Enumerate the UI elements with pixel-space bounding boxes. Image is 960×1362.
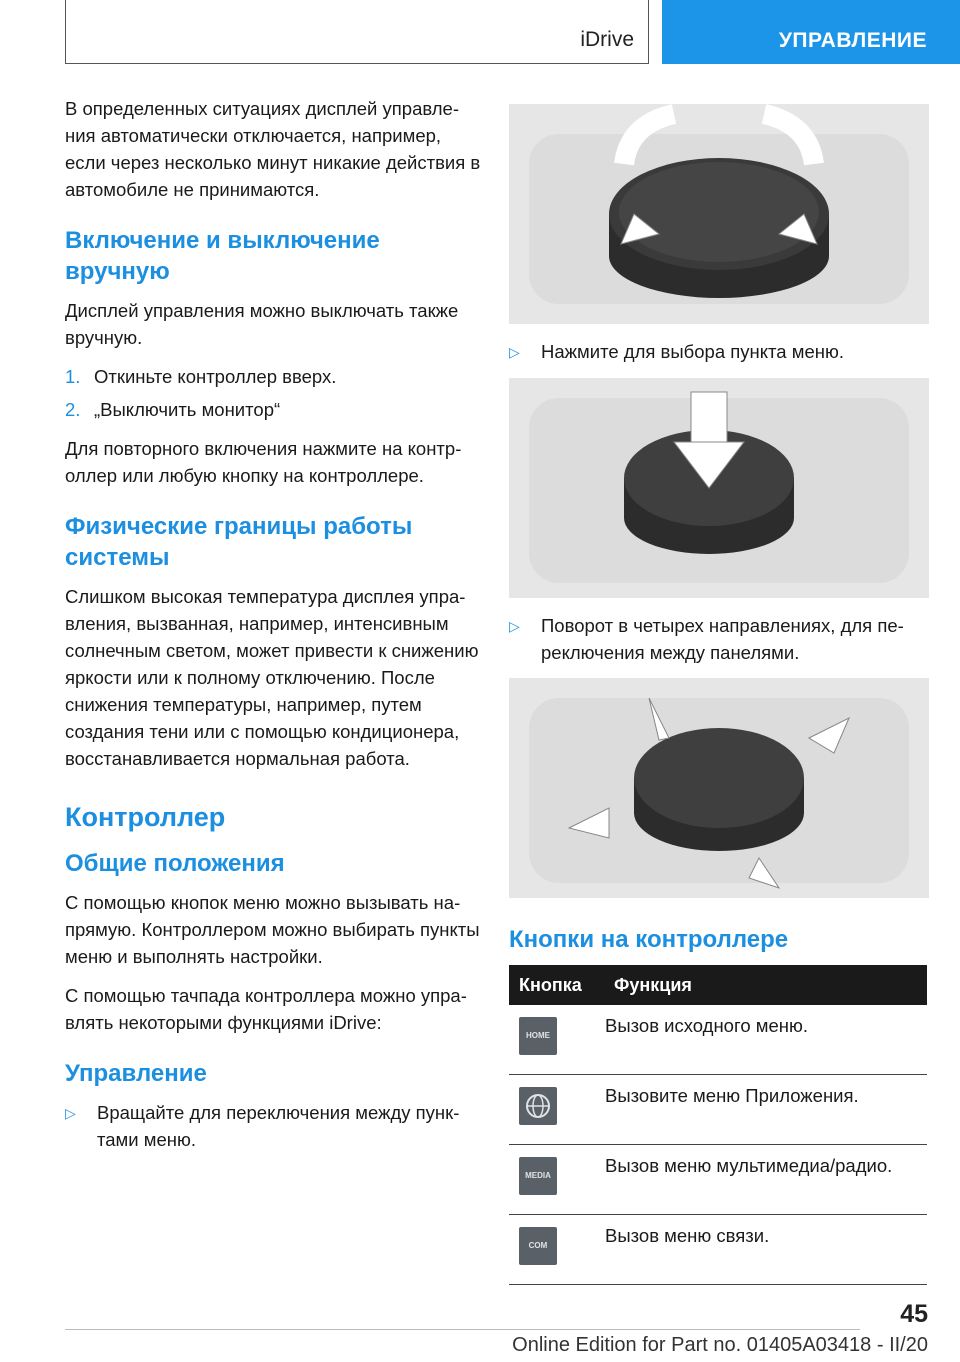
table-row: [509, 1075, 927, 1145]
apps-globe-icon: [519, 1087, 557, 1125]
intro-paragraph: В определенных ситуациях дисплей управления автоматически отключается, например, если через несколько минут никакие действия в автомобиле не принимаются.: [65, 98, 481, 200]
heading-control: Управление: [65, 1060, 207, 1087]
general-paragraph-2: С помощью тачпада контроллера можно управлять некоторыми функциями iDrive:: [65, 985, 467, 1033]
heading-manual: Включение и выключение вручную: [65, 227, 380, 285]
step-text: „Выключить монитор“: [94, 399, 281, 420]
bullet-rotate: [65, 1099, 483, 1153]
right-column: [509, 104, 929, 1285]
step-number: 2.: [65, 399, 81, 420]
bullet-text: Поворот в четырех направлениях, для переключения между панелями.: [541, 615, 904, 663]
table-cell-function: Вызовите меню Приложения.: [604, 1075, 927, 1145]
controller-press-illustration: [509, 378, 929, 598]
step-item: [65, 363, 483, 390]
controller-tilt-illustration: [509, 678, 929, 898]
header-left-box: [65, 0, 649, 64]
limits-paragraph: Слишком высокая температура дисплея управления, вызванная, например, интенсивным солнечным светом, может привести к снижению яркости или к полному отключению. После снижения температуры, например, путем создания тени или с помощью кондиционера, восстанавливается нормальная работа.: [65, 586, 479, 769]
heading-buttons: Кнопки на контроллере: [509, 926, 789, 953]
table-row: [509, 1145, 927, 1215]
step-item: [65, 396, 483, 423]
table-row: [509, 1005, 927, 1075]
triangle-bullet-icon: ▷: [509, 344, 520, 360]
table-cell-function: Вызов меню связи.: [604, 1215, 927, 1285]
bullet-press: [509, 338, 929, 366]
general-paragraph-1: С помощью кнопок меню можно вызывать напрямую. Контроллером можно выбирать пункты меню и выполнять настройки.: [65, 892, 480, 967]
bullet-text: Нажмите для выбора пункта меню.: [541, 341, 844, 362]
triangle-bullet-icon: ▷: [65, 1105, 76, 1121]
header-section-label: iDrive: [580, 28, 634, 51]
media-button-icon: MEDIA: [519, 1157, 557, 1195]
step-number: 1.: [65, 366, 81, 387]
home-button-icon: HOME: [519, 1017, 557, 1055]
bullet-tilt: [509, 612, 929, 666]
step-text: Откиньте контроллер вверх.: [94, 366, 337, 387]
table-header-function: Функция: [604, 965, 927, 1005]
reenable-paragraph: Для повторного включения нажмите на контроллер или любую кнопку на контроллере.: [65, 438, 462, 486]
table-header-button: Кнопка: [509, 965, 604, 1005]
com-button-icon: COM: [519, 1227, 557, 1265]
heading-limits: Физические границы работы системы: [65, 513, 413, 571]
table-cell-function: Вызов исходного меню.: [604, 1005, 927, 1075]
table-cell-function: Вызов меню мультимедиа/радио.: [604, 1145, 927, 1215]
table-row: [509, 1215, 927, 1285]
heading-general: Общие положения: [65, 850, 285, 877]
buttons-table: [509, 965, 927, 1285]
table-header-row: [509, 965, 927, 1005]
steps-list: [65, 363, 483, 423]
footer-divider: [65, 1329, 860, 1330]
footer-edition: Online Edition for Part no. 01405A03418 - II/20: [512, 1334, 928, 1356]
left-column: [65, 95, 483, 1165]
bullet-text: Вращайте для переключения между пунктами меню.: [97, 1102, 460, 1150]
header-chapter-tab: [662, 0, 960, 64]
page-number: 45: [900, 1300, 928, 1328]
manual-paragraph: Дисплей управления можно выключать также вручную.: [65, 300, 459, 348]
triangle-bullet-icon: ▷: [509, 618, 520, 634]
header-chapter-label: УПРАВЛЕНИЕ: [778, 29, 927, 52]
heading-controller: Контроллер: [65, 802, 226, 832]
controller-rotate-illustration: [509, 104, 929, 324]
